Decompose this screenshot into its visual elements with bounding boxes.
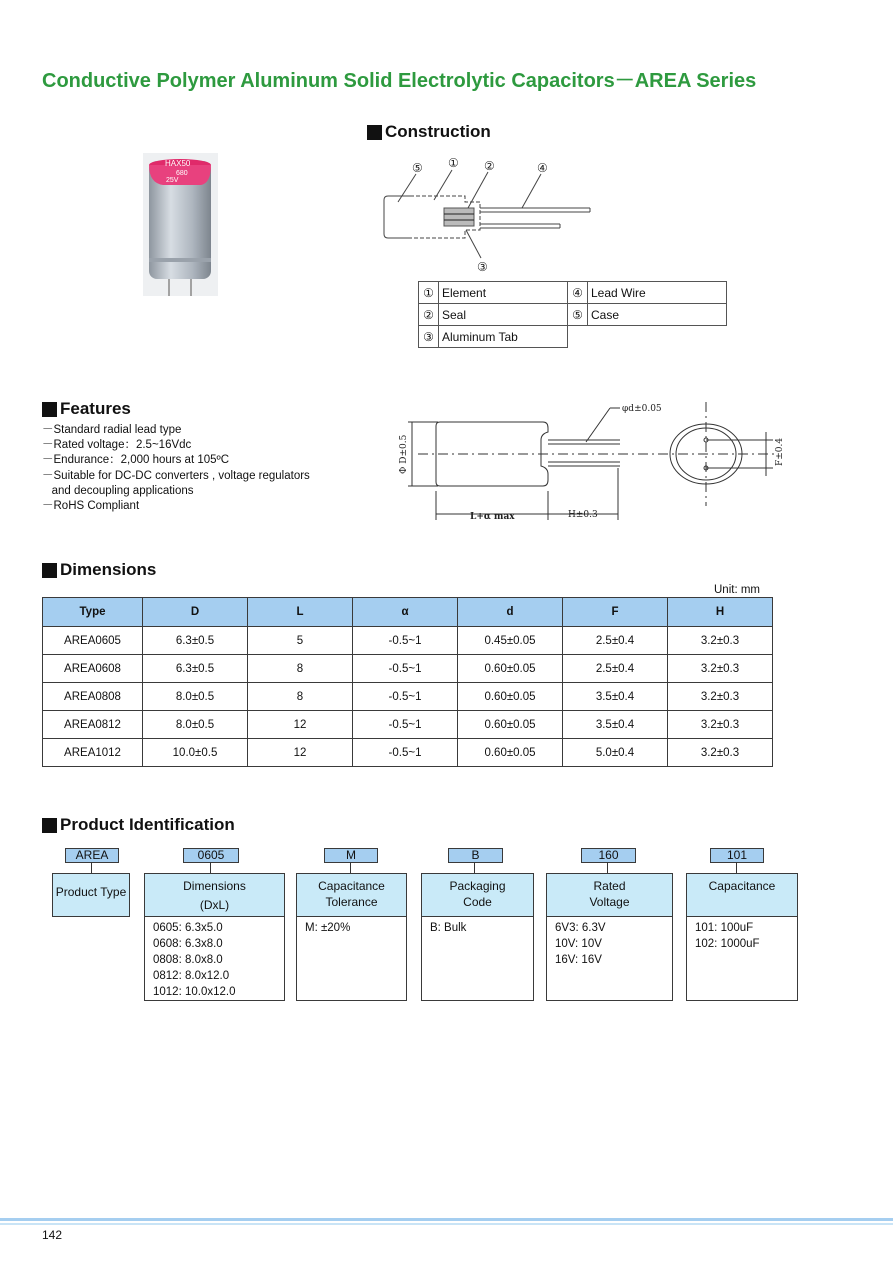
feature-item: －Suitable for DC-DC converters , voltage regulators [42,469,310,482]
legend-label: Case [588,304,727,326]
legend-num: ② [419,304,439,326]
legend-row [419,304,727,326]
code-box-capacitance: 101 [710,848,764,863]
table-cell: AREA0605 [43,627,143,655]
code-box-packaging: B [448,848,503,863]
table-row [43,711,773,739]
legend-row [419,326,727,348]
table-cell: 0.60±0.05 [458,683,563,711]
table-cell: -0.5~1 [353,711,458,739]
id-column-packaging [421,873,534,1001]
dimensions-heading [42,560,156,580]
features-heading [42,399,131,419]
features-heading-text: Features [60,399,131,418]
table-cell: -0.5~1 [353,627,458,655]
table-cell: 3.2±0.3 [668,739,773,767]
id-column-capacitance [686,873,798,1001]
id-column-values [296,917,407,1001]
table-cell: 8.0±0.5 [143,711,248,739]
table-cell: 12 [248,711,353,739]
table-cell: 3.2±0.3 [668,711,773,739]
id-header-line1: Dimensions [183,879,246,893]
code-box-tolerance: M [324,848,378,863]
callout-2: ② [484,159,495,173]
capacitor-photo [143,153,218,296]
id-value: 0608: 6.3x8.0 [153,938,223,950]
connector-line [474,862,475,873]
table-cell: 3.2±0.3 [668,683,773,711]
identification-heading [42,815,235,835]
dimensions-heading-text: Dimensions [60,560,157,579]
table-row [43,655,773,683]
connector-line [91,862,92,873]
table-cell: AREA0808 [43,683,143,711]
table-cell: 3.2±0.3 [668,655,773,683]
table-cell: 8 [248,683,353,711]
id-value: 102: 1000uF [695,938,760,950]
id-column-values [144,917,285,1001]
table-cell: 5 [248,627,353,655]
id-header-line1: Packaging [449,879,506,893]
legend-label: Seal [439,304,568,326]
lead-dia-label: φd±0.05 [622,404,662,414]
diameter-label: Φ D±0.5 [399,434,409,474]
length-label: L+α max [470,512,515,522]
table-cell: 0.45±0.05 [458,627,563,655]
column-header: d [458,598,563,627]
table-cell: -0.5~1 [353,739,458,767]
identification-heading-text: Product Identification [60,815,235,834]
table-cell: 0.60±0.05 [458,711,563,739]
table-cell: 3.5±0.4 [563,683,668,711]
table-cell: -0.5~1 [353,683,458,711]
id-column-values [546,917,673,1001]
table-row [43,739,773,767]
callout-5: ⑤ [412,161,423,175]
column-header: H [668,598,773,627]
table-header-row [43,598,773,627]
connector-line [736,862,737,873]
id-value: 10V: 10V [555,938,602,950]
table-cell: 6.3±0.5 [143,627,248,655]
column-header: Type [43,598,143,627]
marking-text-1: HAX50 [165,159,191,168]
table-cell: 5.0±0.4 [563,739,668,767]
table-row [43,683,773,711]
id-column-product-type [52,873,130,917]
feature-item: and decoupling applications [42,484,194,497]
id-value: 0605: 6.3x5.0 [153,922,223,934]
table-cell: 0.60±0.05 [458,655,563,683]
id-value: 1012: 10.0x12.0 [153,986,236,998]
id-header-line1: Capacitance [318,879,385,893]
code-box-type: AREA [65,848,119,863]
legend-num: ④ [568,282,588,304]
id-value: 0808: 8.0x8.0 [153,954,223,966]
legend-label: Element [439,282,568,304]
feature-item: －RoHS Compliant [42,500,140,513]
table-cell: 8 [248,655,353,683]
connector-line [350,862,351,873]
pitch-label: F±0.4 [775,437,785,466]
code-box-dimensions: 0605 [183,848,239,863]
table-row [43,627,773,655]
table-cell: 2.5±0.4 [563,655,668,683]
callout-1: ① [448,156,459,170]
id-value: B: Bulk [430,922,467,934]
table-cell: 8.0±0.5 [143,683,248,711]
id-header-line2: Voltage [589,895,630,909]
footer-rule [0,1223,893,1225]
id-header-line1: Product Type [55,885,127,899]
feature-item: －Endurance：2,000 hours at 105ºC [42,454,230,467]
legend-num: ③ [419,326,439,348]
id-value: 16V: 16V [555,954,602,966]
heading-square-icon [42,563,57,578]
legend-label: Aluminum Tab [439,326,568,348]
construction-heading-text: Construction [385,122,491,141]
table-cell: 10.0±0.5 [143,739,248,767]
table-cell: AREA0608 [43,655,143,683]
id-value: 0812: 8.0x12.0 [153,970,230,982]
legend-row [419,282,727,304]
id-column-values [686,917,798,1001]
features-list [42,423,310,514]
marking-text-3: 25V [166,177,179,184]
column-header: α [353,598,458,627]
table-cell: 3.5±0.4 [563,711,668,739]
legend-num: ① [419,282,439,304]
heading-square-icon [367,125,382,140]
id-column-header [144,873,285,917]
heading-square-icon [42,402,57,417]
id-column-header [546,873,673,917]
id-header-line1: Capacitance [708,879,776,893]
feature-item: －Rated voltage：2.5~16Vdc [42,439,192,452]
construction-legend [418,281,727,348]
id-header-line1: Rated [593,879,626,893]
column-header: F [563,598,668,627]
footer-rule [0,1218,893,1221]
id-column-values [421,917,534,1001]
table-cell: 3.2±0.3 [668,627,773,655]
dimension-drawing [398,396,788,526]
height-label: H±0.3 [568,510,598,520]
id-column-dimensions [144,873,285,1001]
connector-line [607,862,608,873]
id-column-voltage [546,873,673,1001]
id-value: 101: 100uF [695,922,754,934]
marking-text-2: 680 [176,170,188,177]
table-cell: 12 [248,739,353,767]
dimensions-table [42,597,773,767]
page-title: Conductive Polymer Aluminum Solid Electrolytic Capacitors－AREA Series [42,70,757,92]
id-value: M: ±20% [305,922,351,934]
table-cell: AREA0812 [43,711,143,739]
column-header: L [248,598,353,627]
legend-num: ⑤ [568,304,588,326]
connector-line [210,862,211,873]
table-cell: 0.60±0.05 [458,739,563,767]
legend-label: Lead Wire [588,282,727,304]
code-box-voltage: 160 [581,848,636,863]
id-column-header [686,873,798,917]
id-value: 6V3: 6.3V [555,922,606,934]
table-cell: 6.3±0.5 [143,655,248,683]
callout-3: ③ [477,260,488,274]
heading-square-icon [42,818,57,833]
id-column-header [296,873,407,917]
table-cell: AREA1012 [43,739,143,767]
id-header-line2: Tolerance [325,895,378,909]
id-column-header [52,873,130,917]
construction-heading [367,122,491,142]
id-header-line2: (DxL) [199,898,230,912]
id-header-line2: Code [463,895,492,909]
unit-label: Unit: mm [714,584,760,596]
id-column-header [421,873,534,917]
table-cell: -0.5~1 [353,655,458,683]
construction-diagram [380,150,600,278]
table-cell: 2.5±0.4 [563,627,668,655]
callout-4: ④ [537,161,548,175]
column-header: D [143,598,248,627]
id-column-tolerance [296,873,407,1001]
page-number: 142 [42,1228,63,1242]
feature-item: －Standard radial lead type [42,424,182,436]
